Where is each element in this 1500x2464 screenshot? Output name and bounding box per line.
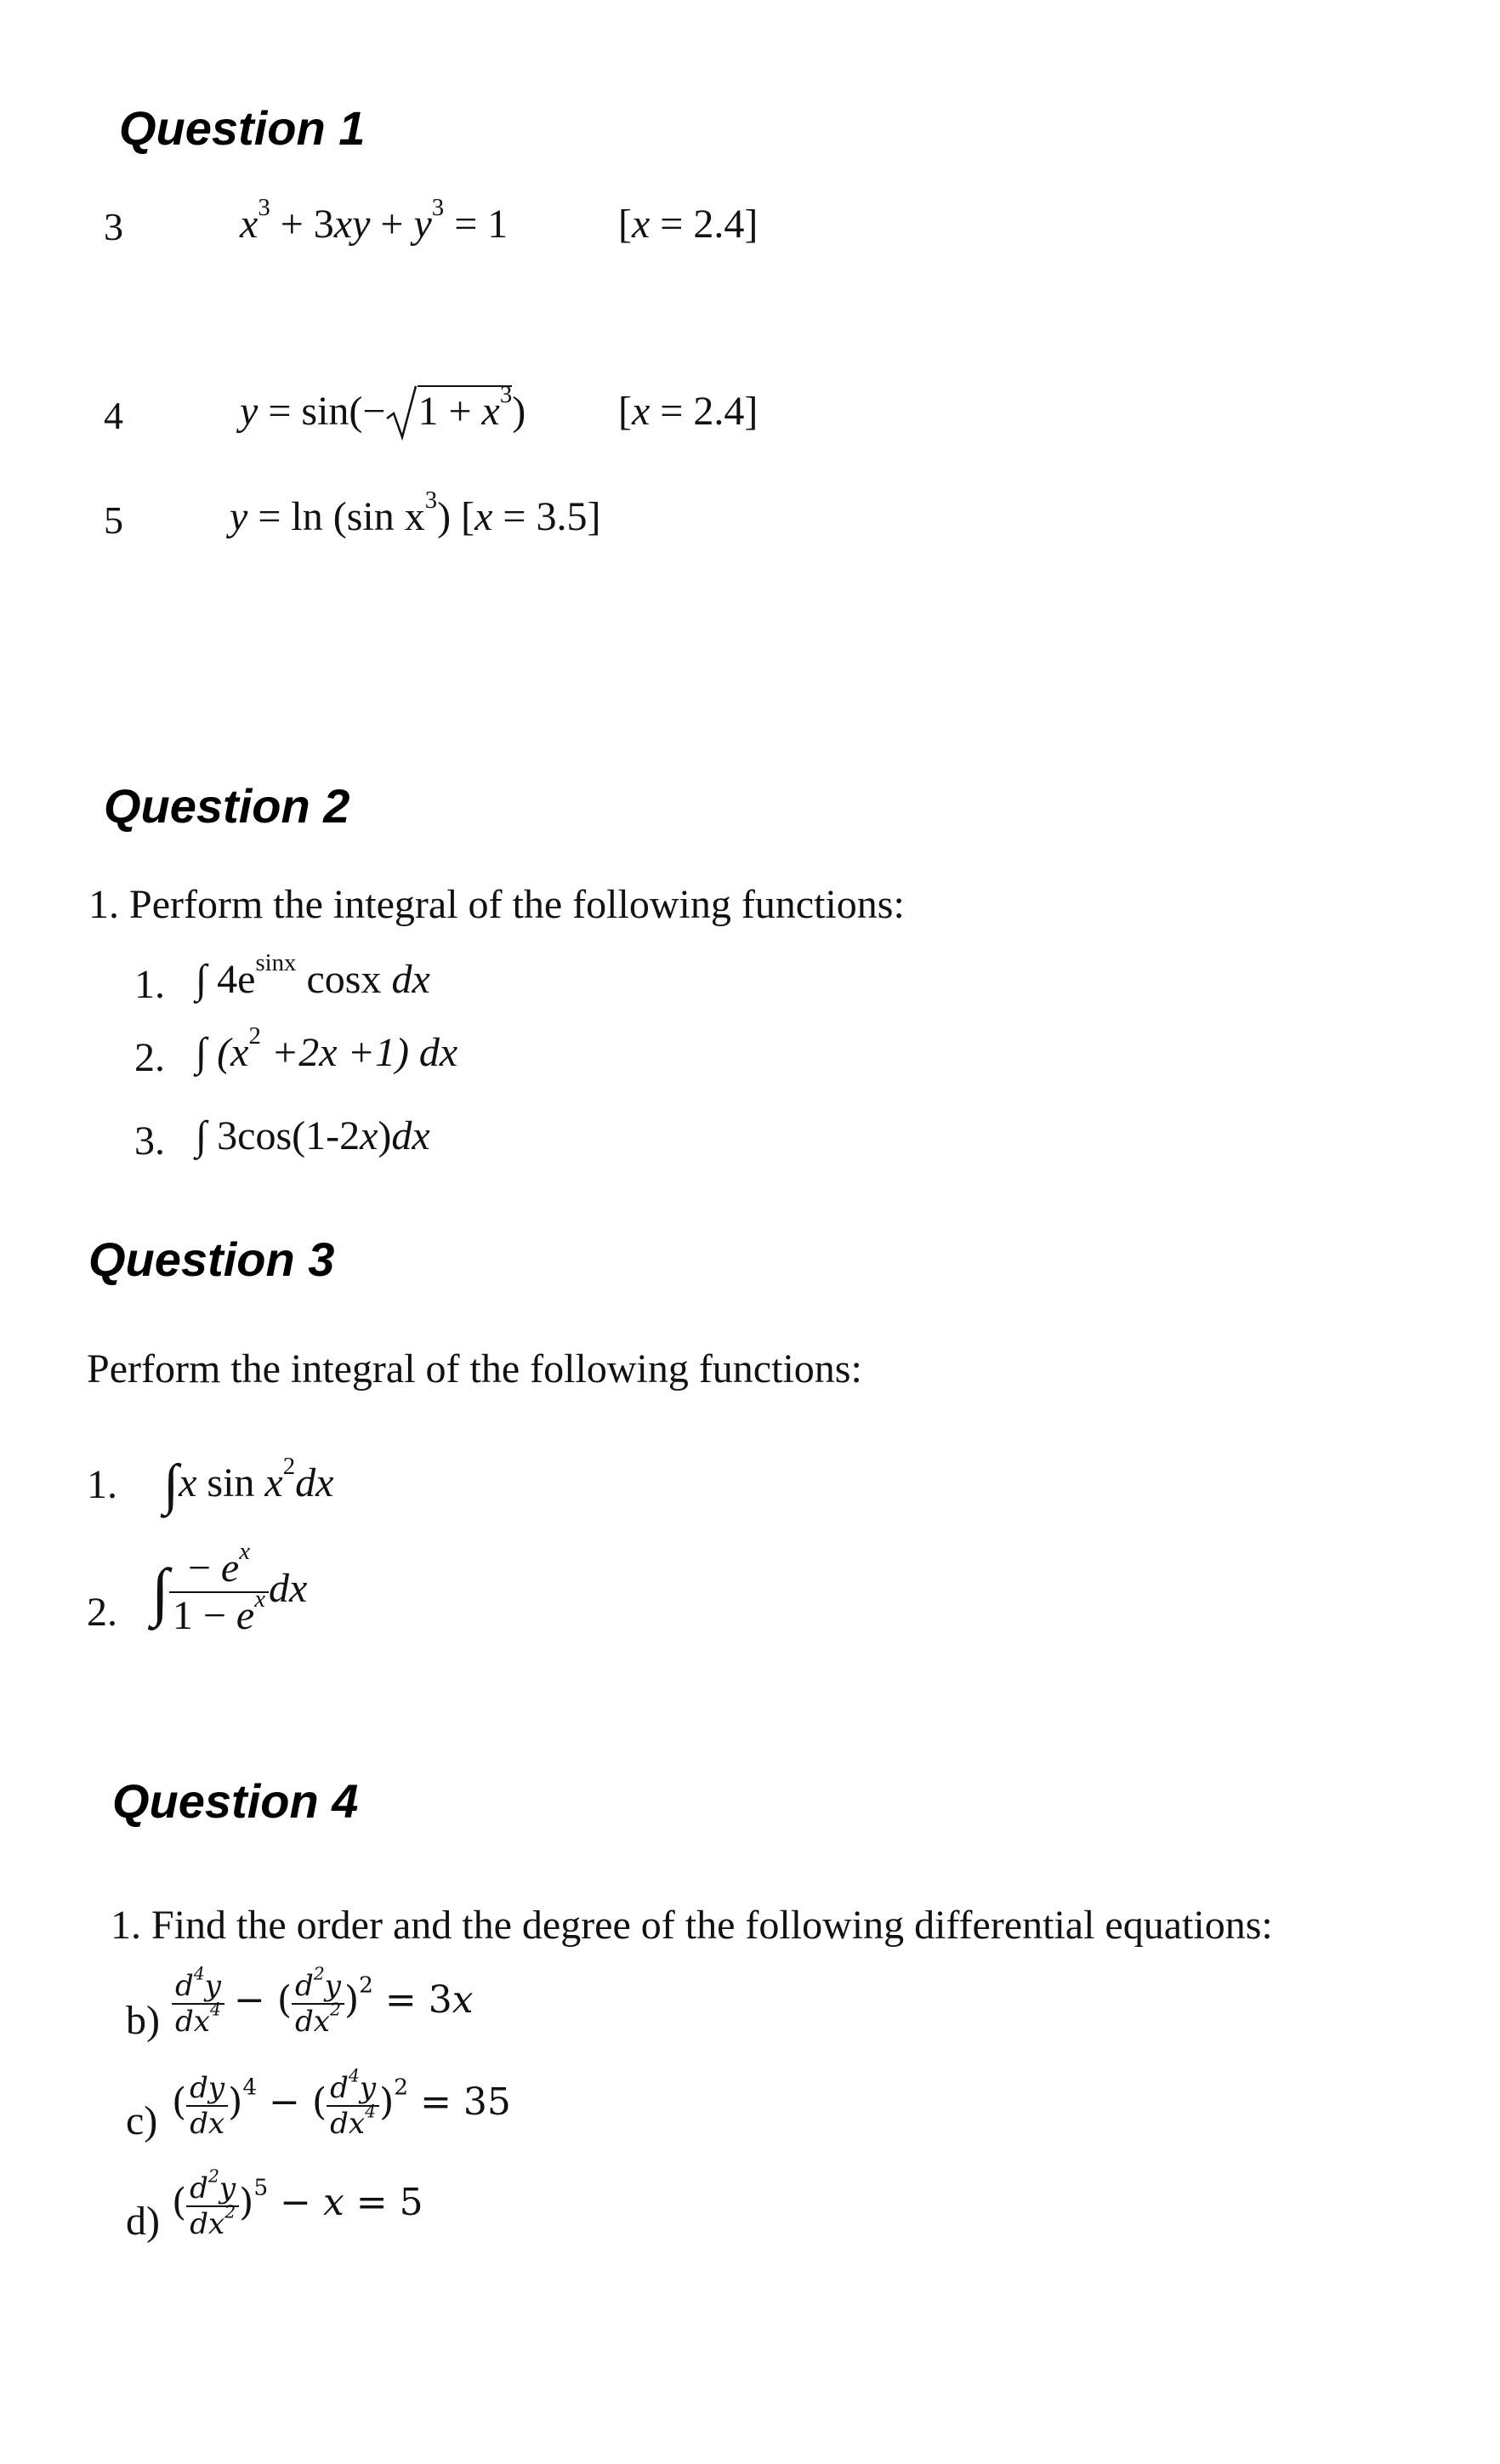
q4-equation-b: $\frac{d^4y}{dx^4}$ − ( $\frac{d^2y}{dx^2}$ )$^2$ = 3x — [172, 1972, 474, 2036]
q2-item-number-1: 1. — [134, 962, 165, 1007]
q3-item-number-2: 2. — [87, 1590, 117, 1635]
q4-equation-d: ( $\frac{d^2y}{dx^2}$ )$^5$ − x = 5 — [172, 2165, 423, 2241]
q2-item-number-2: 2. — [134, 1035, 165, 1080]
q1-condition-4: [x = 2.4] — [618, 389, 759, 434]
q4-item-label-b: b) — [126, 1998, 160, 2043]
q1-item-number-3: 3 — [104, 205, 123, 248]
q2-integral-3: ∫ 3cos(1-2x)dx — [196, 1113, 430, 1158]
q4-item-label-d: d) — [126, 2199, 160, 2244]
q2-item-number-3: 3. — [134, 1118, 165, 1164]
fraction: $\frac{- e^x}{1 - e^x}$ — [169, 1548, 269, 1636]
question-4-title: Question 4 — [112, 1774, 359, 1828]
q1-equation-4: y = sin(− $1 + x^3$) — [240, 388, 526, 435]
q3-integral-2: ∫ $\frac{- e^x}{1 - e^x}$ dx — [151, 1538, 308, 1638]
q2-integral-2: ∫ $(x^2 +2x +1)$ dx — [196, 1022, 458, 1075]
q1-equation-5: y = ln (sin $x^3$) [x = 3.5] — [230, 487, 601, 539]
q2-integral-1: ∫ $4e^{sinx}$ cosx dx — [196, 949, 430, 1002]
q3-integral-1: ∫x $\sin x^2dx$ — [163, 1453, 334, 1516]
q1-equation-3: $x^3 + 3xy + y^3 = 1$ — [240, 194, 509, 247]
q1-condition-3: [x = 2.4] — [618, 202, 759, 247]
q3-intro: Perform the integral of the following functions: — [87, 1346, 862, 1391]
q4-intro: 1. Find the order and the degree of the following differential equations: — [111, 1903, 1273, 1948]
q4-equation-c: ( $\frac{dy}{dx}$ )$^4$ − ( $\frac{d^4y}{dx^4}$ )$^2$ = 35 — [172, 2065, 511, 2141]
q1-item-number-5: 5 — [104, 498, 123, 542]
question-1-title: Question 1 — [119, 101, 366, 155]
q3-item-number-1: 1. — [87, 1462, 117, 1507]
question-3-title: Question 3 — [88, 1232, 335, 1286]
q2-intro: 1. Perform the integral of the following functions: — [88, 882, 905, 927]
sqrt-symbol: $1 + x^3$ — [385, 388, 512, 435]
q4-item-label-c: c) — [126, 2098, 158, 2143]
question-2-title: Question 2 — [104, 779, 350, 833]
q1-item-number-4: 4 — [104, 394, 123, 437]
